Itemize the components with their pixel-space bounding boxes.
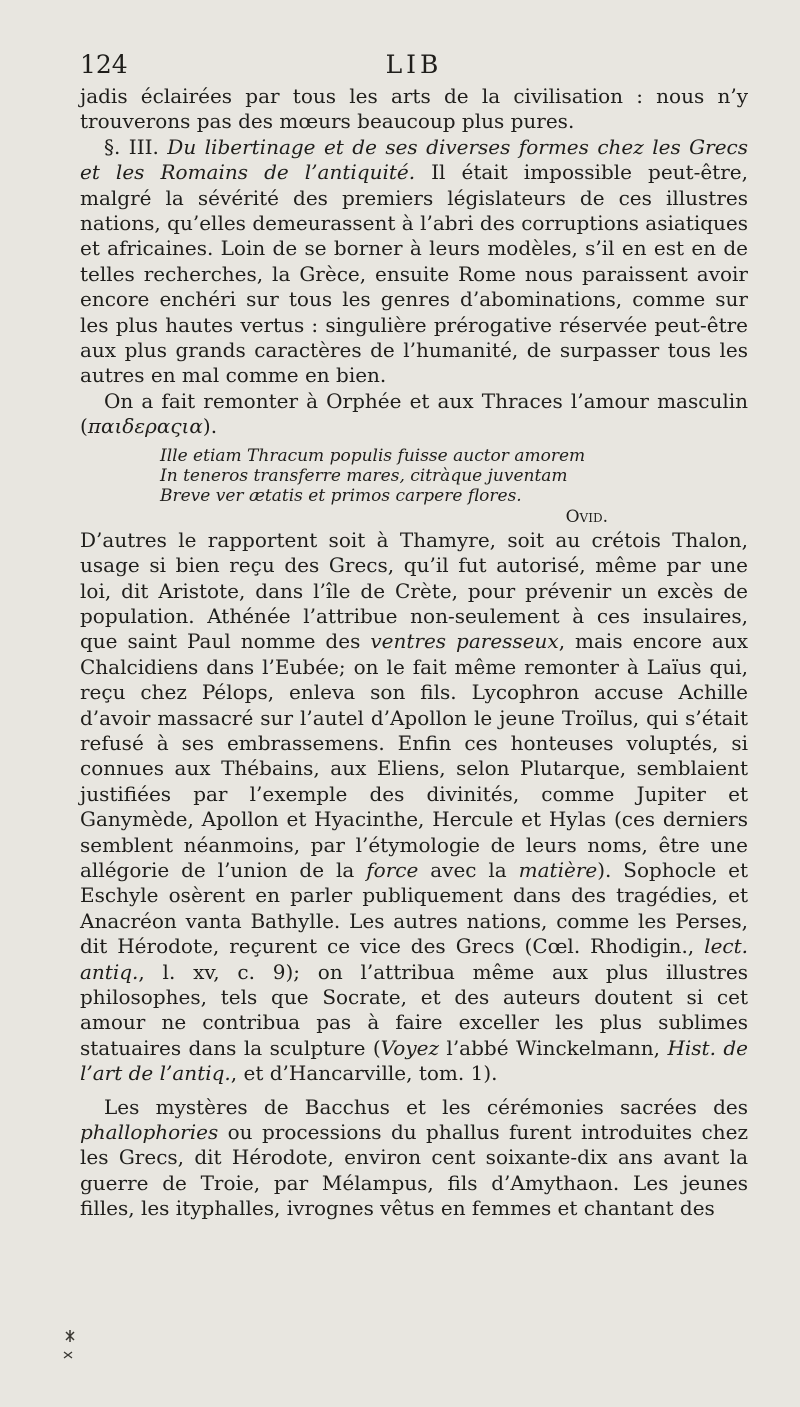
paragraph-5 (80, 1095, 748, 1222)
paragraph-4-italic-5: Voyez (380, 1035, 439, 1060)
paragraph-4 (80, 528, 748, 1087)
paragraph-5-italic: phallophories (80, 1120, 219, 1145)
running-head: LIB (385, 50, 443, 79)
paragraph-4-text-f: l’abbé Winckelmann, (439, 1035, 668, 1060)
paragraph-4-text-e: , l. xv, c. 9); on l’attribua même aux plus illustres philosophes, tels que Socrate, et des auteurs doutent si cet amour ne contribua pas à faire exceller les plus sublimes statuaires dans la sculpture ( (80, 959, 748, 1060)
section-title: Du libertinage et de ses diverses formes chez les Grecs et les Romains de l’antiquité. (80, 134, 748, 185)
quote-attribution: Ovid. (565, 506, 608, 527)
printer-mark-icon (60, 1328, 86, 1362)
paragraph-1 (80, 84, 748, 135)
paragraph-2 (80, 135, 748, 389)
paragraph-3-end: ). (202, 414, 218, 439)
paragraph-4-italic-1: ventres paresseux (370, 629, 559, 654)
paragraph-4-italic-3: matière (518, 857, 598, 882)
paragraph-4-italic-2: force (366, 857, 419, 882)
paragraph-4-text-d: ). Sophocle et Eschyle osèrent en parler publiquement dans des tragédies, et Anacréon vanta Bathylle. Les autres nations, comme les Perses, dit Hérodote, reçurent ce vice des Grecs (Cœl. Rhodigin., (80, 857, 748, 959)
body-text (80, 84, 748, 1222)
paragraph-4-text-c: avec la (418, 857, 519, 882)
paragraph-5-text-a: Les mystères de Bacchus et les cérémonies sacrées des (104, 1094, 748, 1119)
paragraph-4-italic-6: Hist. de l’art de l’antiq. (80, 1035, 748, 1086)
quote-line-2: In teneros transferre mares, citràque juventam (160, 465, 568, 486)
paragraph-3-text: On a fait remonter à Orphée et aux Thraces l’amour masculin ( (80, 388, 748, 439)
greek-term: παιδεραςια (87, 414, 203, 439)
paragraph-4-text-g: , et d’Hancarville, tom. 1). (230, 1061, 498, 1086)
latin-quotation (160, 446, 748, 506)
paragraph-5-text-b: ou processions du phallus furent introduites chez les Grecs, dit Hérodote, environ cent soixante-dix ans avant la guerre de Troie, par Mélampus, fils d’Amythaon. Les jeunes filles, les ityphalles, ivrognes vêtus en femmes et chantant des (80, 1120, 748, 1221)
paragraph-4-text-a: D’autres le rapportent soit à Thamyre, soit au crétois Thalon, usage si bien reçu des Grecs, qu’il fut autorisé, même par une loi, dit Aristote, dans l’île de Crète, pour prévenir un excès de population. Athénée l’attribue non-seulement à ces insulaires, que saint Paul nomme des (80, 527, 748, 654)
quote-line-3: Breve ver ætatis et primos carpere flores. (160, 485, 522, 506)
paragraph-3 (80, 389, 748, 440)
paragraph-1-text: jadis éclairées par tous les arts de la civilisation : nous n’y trouverons pas des mœurs beaucoup plus pures. (80, 84, 748, 134)
page-number: 124 (80, 50, 128, 79)
page-header (80, 50, 748, 84)
quote-line-1: Ille etiam Thracum populis fuisse auctor amorem (160, 445, 586, 466)
paragraph-4-italic-4: lect. antiq. (80, 934, 748, 984)
paragraph-4-text-b: , mais encore aux Chalcidiens dans l’Eubée; on le fait même remonter à Laïus qui, reçu chez Pélops, enleva son fils. Lycophron accuse Achille d’avoir massacré sur l’autel d’Apollon le jeune Troïlus, qui s’était refusé à ses embrassemens. Enfin ces honteuses voluptés, si connues aux Thébains, aux Eliens, selon Plutarque, semblaient justifiées par l’exemple des divinités, comme Jupiter et Ganymède, Apollon et Hyacinthe, Hercule et Hylas (ces derniers semblent néanmoins, par l’étymologie de leurs noms, être une allégorie de l’union de la (80, 629, 749, 882)
section-number: §. III. (104, 134, 159, 159)
paragraph-2-text: Il était impossible peut-être, malgré la sévérité des premiers législateurs de ces illustres nations, qu’elles demeurassent à l’abri des corruptions asiatiques et africaines. Loin de se borner à leurs modèles, s’il en est en de telles recherches, la Grèce, ensuite Rome nous paraissent avoir encore enchéri sur tous les genres d’abominations, comme sur les plus hautes vertus : singulière prérogative réservée peut-être aux plus grands caractères de l’humanité, de surpasser tous les autres en mal comme en bien. (80, 160, 748, 388)
